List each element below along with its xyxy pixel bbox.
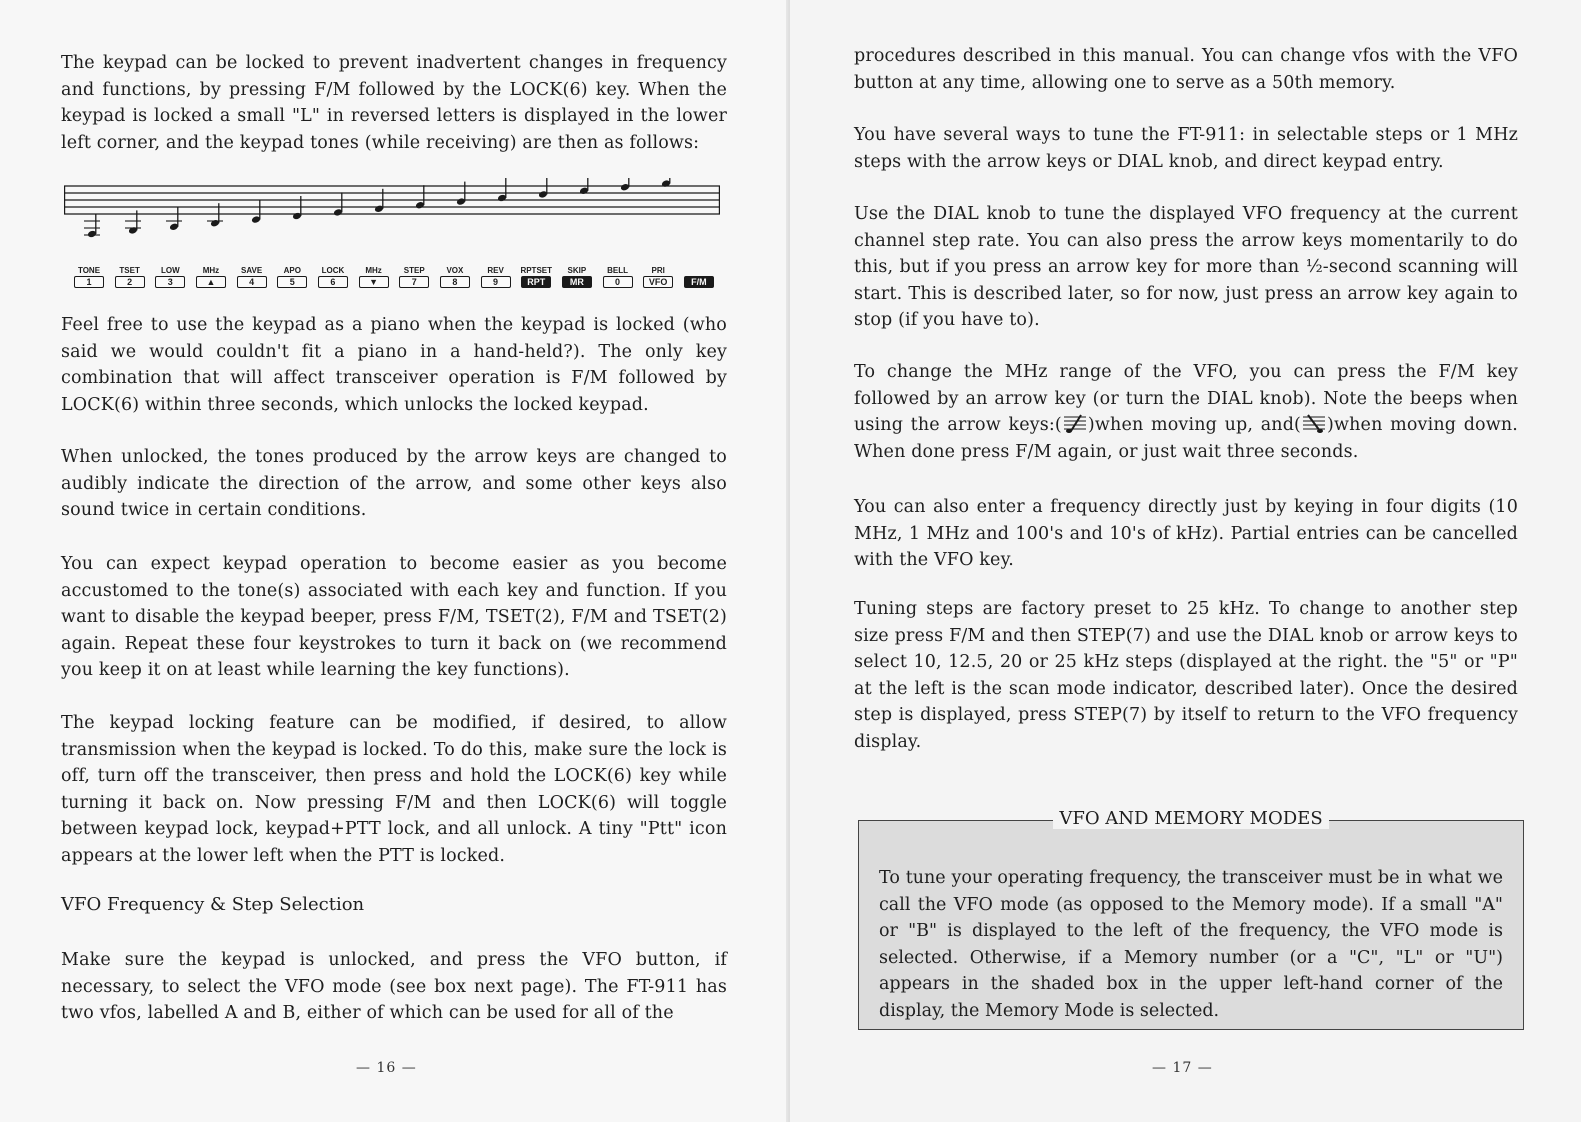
paragraph: You can also enter a frequency directly just by keying in four digits (10 MHz, 1 MHz and 100's and 10's of kHz). Partial entries can be cancelled with the VFO key. — [854, 497, 1518, 571]
keypad-key — [196, 266, 226, 288]
keypad-key — [643, 266, 673, 288]
key-name: REV — [487, 266, 504, 275]
key-name: PRI — [651, 266, 665, 275]
staff-notes — [84, 178, 671, 238]
right-para-4 — [854, 359, 1518, 465]
note — [166, 207, 182, 231]
text-part: To change the MHz range of the VFO, you can press the F/M key followed by an arrow key (or turn the DIAL knob). Note the beeps when using the arrow keys:( — [854, 362, 1518, 436]
key-name: STEP — [403, 266, 425, 275]
text-part: )when moving down. When done press F/M again, or just wait three seconds. — [854, 415, 1519, 462]
paragraph: You can expect keypad operation to become easier as you become accustomed to the tone(s) associated with each key and function. If you want to disable the keypad beeper, press F/M, TSET(2), F/M and TSET(2) again. Repeat these four keystrokes to turn it back on (we recommend you keep it on at least while learning the key functions). — [61, 554, 727, 681]
note — [497, 178, 507, 202]
keypad-key — [318, 266, 348, 288]
key-name: SKIP — [567, 266, 587, 275]
key-cap: VFO — [643, 276, 673, 288]
key-cap: MR — [562, 276, 592, 288]
keypad-key — [237, 266, 267, 288]
keypad-key — [481, 266, 511, 288]
right-page — [790, 0, 1581, 1122]
keypad-key — [440, 266, 470, 288]
key-cap: F/M — [684, 276, 714, 288]
keypad-key — [399, 266, 429, 288]
paragraph: procedures described in this manual. You can change vfos with the VFO button at any time, allowing one to serve as a 50th memory. — [854, 46, 1518, 93]
key-name: APO — [283, 266, 301, 275]
paragraph: When unlocked, the tones produced by the arrow keys are changed to audibly indicate the direction of the arrow, and some other keys also sound twice in certain conditions. — [61, 447, 727, 521]
key-name: RPTSET — [520, 266, 552, 275]
key-cap: 9 — [481, 276, 511, 288]
key-cap: 4 — [237, 276, 267, 288]
left-para-3 — [61, 444, 727, 524]
left-page — [0, 0, 790, 1122]
box-title-text: VFO AND MEMORY MODES — [1053, 808, 1328, 829]
left-para-6 — [61, 947, 727, 1027]
key-cap: 0 — [603, 276, 633, 288]
paragraph: The keypad locking feature can be modified, if desired, to allow transmission when the keypad is locked. To do this, make sure the lock is off, turn off the transceiver, then press and hold the LOCK(6) key while turning it back on. Now pressing F/M and then LOCK(6) will toggle between keypad lock, keypad+PTT lock, and all unlock. A tiny "Ptt" icon appears at the lower left when the PTT is locked. — [61, 713, 727, 866]
key-name: MHz — [202, 266, 220, 275]
right-para-3 — [854, 201, 1518, 334]
left-para-4 — [61, 551, 727, 684]
keypad-legend — [74, 262, 714, 288]
key-cap: 3 — [155, 276, 185, 288]
key-cap: RPT — [521, 276, 551, 288]
keypad-key — [155, 266, 185, 288]
paragraph: Make sure the keypad is unlocked, and press the VFO button, if necessary, to select the VFO mode (see box next page). The FT-911 has two vfos, labelled A and B, either of which can be used for all of the — [61, 950, 727, 1024]
key-cap: 2 — [115, 276, 145, 288]
keypad-key — [684, 266, 714, 288]
text-part: )when moving up, and( — [1087, 415, 1302, 436]
note — [333, 192, 343, 216]
section-heading — [61, 894, 727, 915]
page-number: — 17 — — [1152, 1060, 1213, 1076]
right-para-5 — [854, 494, 1518, 574]
paragraph: Feel free to use the keypad as a piano when the keypad is locked (who said we would couldn't fit a piano in a hand-held?). The only key combination that will affect transceiver operation is F/M followed by LOCK(6) within three seconds, which unlocks the locked keypad. — [61, 315, 727, 415]
key-cap: 8 — [440, 276, 470, 288]
descending-notes-icon — [1301, 411, 1327, 435]
left-para-2 — [61, 312, 727, 418]
key-name: TSET — [119, 266, 140, 275]
left-para-5 — [61, 710, 727, 870]
keypad-key — [521, 266, 551, 288]
key-name: TONE — [77, 266, 101, 275]
keypad-key — [277, 266, 307, 288]
paragraph: Tuning steps are factory preset to 25 kHz. To change to another step size press F/M and then STEP(7) and use the DIAL knob or arrow keys to select 10, 12.5, 20 or 25 kHz steps (displayed at the right. the "5" or "P" at the left is the scan mode indicator, described later). Once the desired step is displayed, press STEP(7) by itself to return to the VFO frequency display. — [854, 599, 1518, 752]
paragraph: The keypad can be locked to prevent inadvertent changes in frequency and functions, by pressing F/M followed by the LOCK(6) key. When the keypad is locked a small "L" in reversed letters is displayed in the lower left corner, and the keypad tones (while receiving) are then as follows: — [61, 53, 727, 153]
left-para-1 — [61, 50, 727, 156]
staff-lines — [64, 186, 720, 214]
keypad-key — [115, 266, 145, 288]
keypad-key — [603, 266, 633, 288]
note — [251, 200, 261, 224]
box-text: To tune your operating frequency, the transceiver must be in what we call the VFO mode (as opposed to the Memory mode). If a small "A" or "B" is displayed to the left of the frequency, the VFO mode is selected. Otherwise, if a Memory number (or a "C", "L" or "U") appears in the shaded box in the upper left-hand corner of the display, the Memory Mode is selected. — [879, 868, 1503, 1021]
key-cap: 6 — [318, 276, 348, 288]
note — [84, 214, 100, 238]
key-name: VOX — [446, 266, 464, 275]
note — [538, 178, 548, 199]
keypad-key — [359, 266, 389, 288]
key-name: MHz — [365, 266, 382, 275]
paragraph: Use the DIAL knob to tune the displayed VFO frequency at the current channel step rate. You can also press the arrow keys momentarily to do this, but if you press an arrow key for more than ½-second scanning will start. This is described later, so for now, just press an arrow key again to stop (if you have to). — [854, 204, 1518, 331]
paragraph: You have several ways to tune the FT-911: in selectable steps or 1 MHz steps with the arrow keys or DIAL knob, and direct keypad entry. — [854, 125, 1518, 172]
vfo-memory-box — [858, 808, 1524, 1030]
music-staff — [64, 178, 720, 238]
key-cap: ▼ — [359, 276, 389, 288]
right-para-1 — [854, 43, 1518, 96]
key-cap: 1 — [74, 276, 104, 288]
key-cap: 7 — [399, 276, 429, 288]
ascending-notes-icon — [1062, 411, 1088, 435]
key-name — [698, 266, 700, 276]
note — [456, 182, 466, 206]
keypad-key — [562, 266, 592, 288]
right-para-6 — [854, 596, 1518, 756]
page-number: — 16 — — [356, 1060, 417, 1076]
heading-text: VFO Frequency & Step Selection — [61, 894, 365, 915]
key-cap: ▲ — [196, 276, 226, 288]
paragraph — [854, 359, 1518, 465]
right-para-2 — [854, 122, 1518, 175]
box-title — [859, 808, 1523, 829]
key-name: LOCK — [321, 266, 345, 275]
keypad-key — [74, 266, 104, 288]
note — [415, 185, 425, 209]
key-name: BELL — [607, 266, 628, 275]
key-name: LOW — [160, 266, 180, 275]
note — [620, 178, 630, 191]
key-cap: 5 — [277, 276, 307, 288]
key-name: SAVE — [241, 266, 263, 275]
